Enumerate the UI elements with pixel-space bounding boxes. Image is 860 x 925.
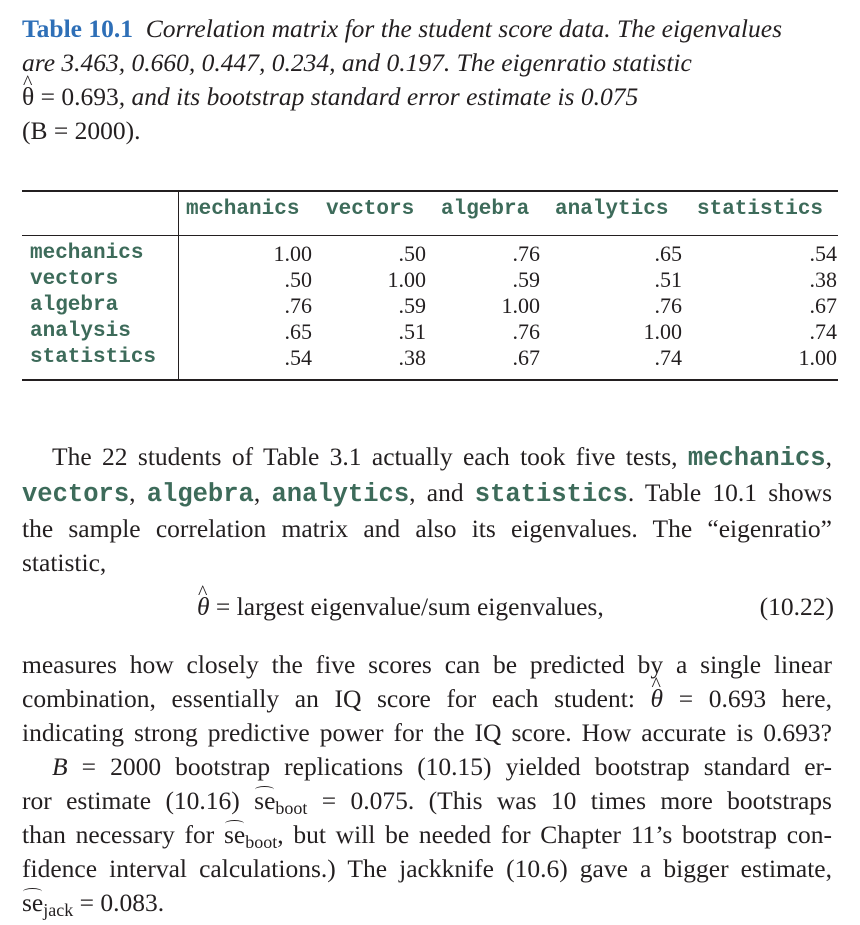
text-run: than necessary for xyxy=(22,820,224,849)
eq-number: (10.22) xyxy=(759,592,834,621)
paragraph-1 xyxy=(22,440,832,580)
term-analytics: analytics xyxy=(271,480,410,509)
se-hat: se xyxy=(254,784,275,818)
text-line: the sample correlation matrix and also its eigenvalues. The “eigenratio” xyxy=(22,514,832,543)
table-cell: .51 xyxy=(398,319,426,344)
table-cell: .76 xyxy=(512,319,540,344)
text-run: , xyxy=(129,478,136,507)
table-cell: .76 xyxy=(284,293,312,318)
eq-theta: ^ θ xyxy=(197,590,210,624)
col-header-mechanics: mechanics xyxy=(186,198,300,221)
equation-10-22 xyxy=(0,590,860,624)
sub-boot: boot xyxy=(275,798,308,818)
sub-boot: boot xyxy=(245,832,278,852)
text-run: , xyxy=(825,442,832,471)
text-run: , and xyxy=(409,478,475,507)
caption-theta: ^ θ xyxy=(22,80,34,114)
col-header-vectors: vectors xyxy=(326,198,415,221)
table-cell: 1.00 xyxy=(798,345,837,370)
table-cell: .65 xyxy=(284,319,312,344)
caption-label: Table 10.1 xyxy=(22,14,134,43)
table-cell: .65 xyxy=(654,241,682,266)
caption-line-3a: = 0.693 xyxy=(34,82,119,111)
text-line: fidence interval calculations.) The jackknife (10.6) gave a bigger estimate, xyxy=(22,854,832,883)
table-cell: .76 xyxy=(654,293,682,318)
caption-line-3b: , and its bootstrap standard error estimate is 0.075 xyxy=(118,82,639,111)
text-run: , xyxy=(253,478,261,507)
row-label: mechanics xyxy=(30,242,144,265)
var-B: B xyxy=(52,752,68,781)
theta-hat: ^ θ xyxy=(651,682,664,716)
term-algebra: algebra xyxy=(146,480,254,509)
term-statistics: statistics xyxy=(474,480,628,509)
text-run: combination, essentially an IQ score for each student: xyxy=(22,684,651,713)
table-cell: .38 xyxy=(398,345,426,370)
row-label: analysis xyxy=(30,320,131,343)
table-bottom-rule xyxy=(22,379,838,381)
text-run: = 2000 bootstrap replications (10.15) yielded bootstrap standard er- xyxy=(67,752,832,781)
table-cell: .67 xyxy=(512,345,540,370)
se-hat: se xyxy=(22,886,43,920)
text-run: = 0.075. (This was 10 times more bootstraps xyxy=(307,786,832,815)
text-run: , but will be needed for Chapter 11’s bootstrap con- xyxy=(277,820,832,849)
table-cell: .74 xyxy=(654,345,682,370)
text-run: ror estimate (10.16) xyxy=(22,786,255,815)
table-cell: .74 xyxy=(809,319,837,344)
sub-jack: jack xyxy=(43,900,74,920)
table-cell: .59 xyxy=(398,293,426,318)
table-cell: 1.00 xyxy=(273,241,312,266)
term-mechanics: mechanics xyxy=(687,444,826,473)
text-line: statistic, xyxy=(22,548,107,577)
table-cell: .50 xyxy=(398,241,426,266)
text-run: The 22 students of Table 3.1 actually each took five tests, xyxy=(52,442,688,471)
table-caption xyxy=(22,12,842,148)
caption-line-4: (B = 2000). xyxy=(22,116,141,145)
text-run: . Table 10.1 shows xyxy=(627,478,833,507)
table-cell: .50 xyxy=(284,267,312,292)
table-cell: .51 xyxy=(654,267,682,292)
text-line: indicating strong predictive power for the IQ score. How accurate is 0.693? xyxy=(22,718,832,747)
table-cell: 1.00 xyxy=(501,293,540,318)
col-header-statistics: statistics xyxy=(697,198,824,221)
table-cell: .54 xyxy=(284,345,312,370)
paragraph-3 xyxy=(22,750,832,920)
table-vertical-rule xyxy=(178,190,179,380)
caption-line-2: are 3.463, 0.660, 0.447, 0.234, and 0.197. The eigenratio statistic xyxy=(22,48,692,77)
row-label: algebra xyxy=(30,294,119,317)
table-cell: 1.00 xyxy=(387,267,426,292)
table-cell: .59 xyxy=(512,267,540,292)
eq-text: largest eigenvalue/sum eigenvalues, xyxy=(236,592,604,621)
text-run: = 0.693 here, xyxy=(663,684,832,713)
row-label: vectors xyxy=(30,268,119,291)
table-cell: .67 xyxy=(809,293,837,318)
table-cell: .76 xyxy=(512,241,540,266)
caption-line-1: Correlation matrix for the student score data. The eigenvalues xyxy=(145,14,783,43)
table-cell: .54 xyxy=(809,241,837,266)
table-cell: .38 xyxy=(809,267,837,292)
eq-equals: = xyxy=(209,592,237,621)
row-label: statistics xyxy=(30,346,157,369)
se-hat: se xyxy=(224,818,245,852)
text-run: = 0.083. xyxy=(73,888,165,917)
table-top-rule xyxy=(22,190,838,192)
col-header-algebra: algebra xyxy=(441,198,530,221)
table-header-rule xyxy=(22,235,838,236)
paragraph-2 xyxy=(22,648,832,750)
term-vectors: vectors xyxy=(22,480,130,509)
table-cell: 1.00 xyxy=(643,319,682,344)
col-header-analytics: analytics xyxy=(555,198,669,221)
text-line: measures how closely the five scores can be predicted by a single linear xyxy=(22,650,832,679)
